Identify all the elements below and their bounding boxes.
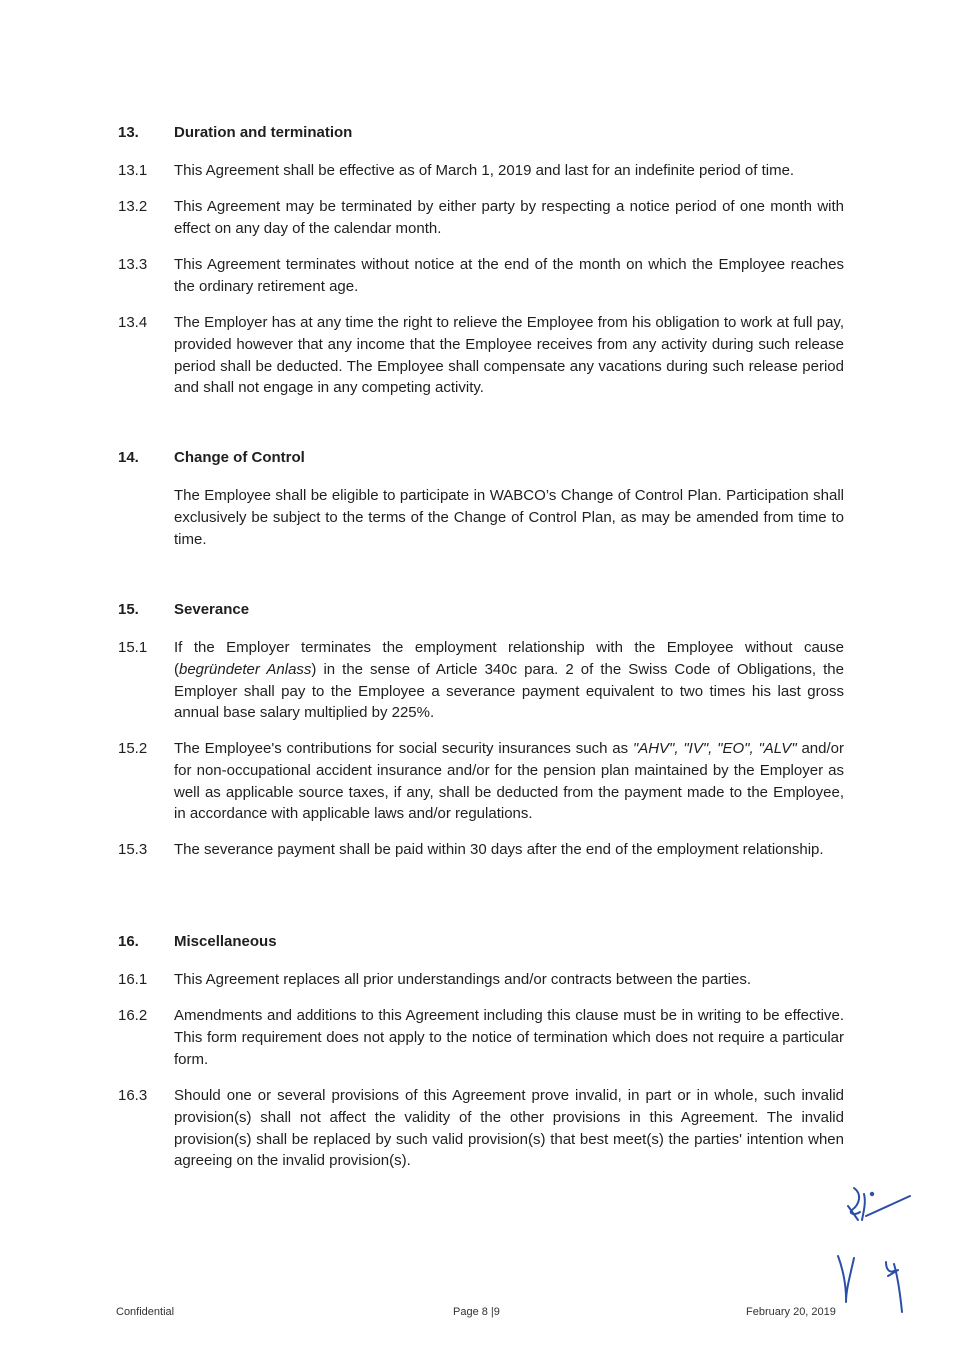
section-number: 16. bbox=[118, 933, 139, 950]
clause-number: 15.1 bbox=[118, 639, 148, 656]
clause-text: This Agreement replaces all prior understandings and/or contracts between the parties. bbox=[174, 971, 751, 988]
footer-date: February 20, 2019 bbox=[746, 1306, 836, 1318]
clause-text-end: and/or for non-occupational accident insurance and/or for the pension plan maintained by the Employer as well as applicable source taxes, if any, shall be deducted from the payment made to the Employee, in accordance with applicable laws and/or regulations. bbox=[174, 740, 845, 823]
clause-text-start: The Employee's contributions for social security insurances such as bbox=[174, 740, 633, 757]
clause-text: This Agreement may be terminated by either party by respecting a notice period of one month with effect on any day of the calendar month. bbox=[174, 198, 844, 237]
clause-text: Should one or several provisions of this Agreement prove invalid, in part or in whole, such invalid provision(s) shall not affect the validity of the other provisions in this Agreement. The invalid provision(s) shall be replaced by such valid provision(s) that best meet(s) the parties' intention when agreeing on the invalid provision(s). bbox=[174, 1087, 844, 1170]
clause-text-start: If the Employer terminates the employment relationship with the Employee without cause ( bbox=[174, 639, 844, 678]
clause-text: This Agreement shall be effective as of March 1, 2019 and last for an indefinite period of time. bbox=[174, 162, 795, 179]
section-title: Severance bbox=[174, 601, 250, 618]
footer-confidential: Confidential bbox=[116, 1306, 175, 1318]
clause-number: 15.2 bbox=[118, 740, 148, 757]
footer-page-number: Page 8 |9 bbox=[453, 1306, 500, 1318]
clause-text: The severance payment shall be paid within 30 days after the end of the employment relationship. bbox=[174, 841, 824, 858]
clause-text bbox=[174, 738, 844, 825]
section-title: Duration and termination bbox=[174, 124, 353, 141]
clause-number: 16.1 bbox=[118, 971, 148, 988]
clause-text: The Employer has at any time the right to relieve the Employee from his obligation to work at full pay, provided however that any income that the Employee receives from any activity during such release period shall be deducted. The Employee shall compensate any vacations during such release period and shall not engage in any competing activity. bbox=[174, 314, 844, 397]
signature-initials-image bbox=[836, 1180, 926, 1320]
clause-text-italic: begründeter Anlass bbox=[179, 660, 312, 678]
clause-number: 16.3 bbox=[118, 1087, 148, 1104]
section-number: 14. bbox=[118, 449, 139, 466]
clause-number: 13.4 bbox=[118, 314, 148, 331]
clause-number: 13.3 bbox=[118, 256, 148, 273]
clause-text-end: ) in the sense of Article 340c para. 2 of the Swiss Code of Obligations, the Employer shall pay to the Employee a severance payment equivalent to two times his last gross annual base salary multiplied by 225%. bbox=[174, 660, 844, 722]
section-number: 13. bbox=[118, 124, 139, 141]
clause-text bbox=[174, 637, 844, 724]
clause-number: 16.2 bbox=[118, 1007, 148, 1024]
clause-text: Amendments and additions to this Agreement including this clause must be in writing to be effective. This form requirement does not apply to the notice of termination which does not require a particular form. bbox=[174, 1007, 844, 1068]
section-14-paragraph: The Employee shall be eligible to participate in WABCO’s Change of Control Plan. Participation shall exclusively be subject to the terms of the Change of Control Plan, as may be amended from time to time. bbox=[174, 487, 844, 548]
section-number: 15. bbox=[118, 601, 139, 618]
clause-text-italic: "AHV", "IV", "EO", "ALV" bbox=[632, 740, 797, 757]
clause-number: 15.3 bbox=[118, 841, 148, 858]
clause-text: This Agreement terminates without notice at the end of the month on which the Employee reaches the ordinary retirement age. bbox=[174, 256, 844, 295]
section-title: Miscellaneous bbox=[174, 933, 277, 950]
clause-number: 13.1 bbox=[118, 162, 148, 179]
clause-number: 13.2 bbox=[118, 198, 148, 215]
section-title: Change of Control bbox=[174, 449, 305, 466]
